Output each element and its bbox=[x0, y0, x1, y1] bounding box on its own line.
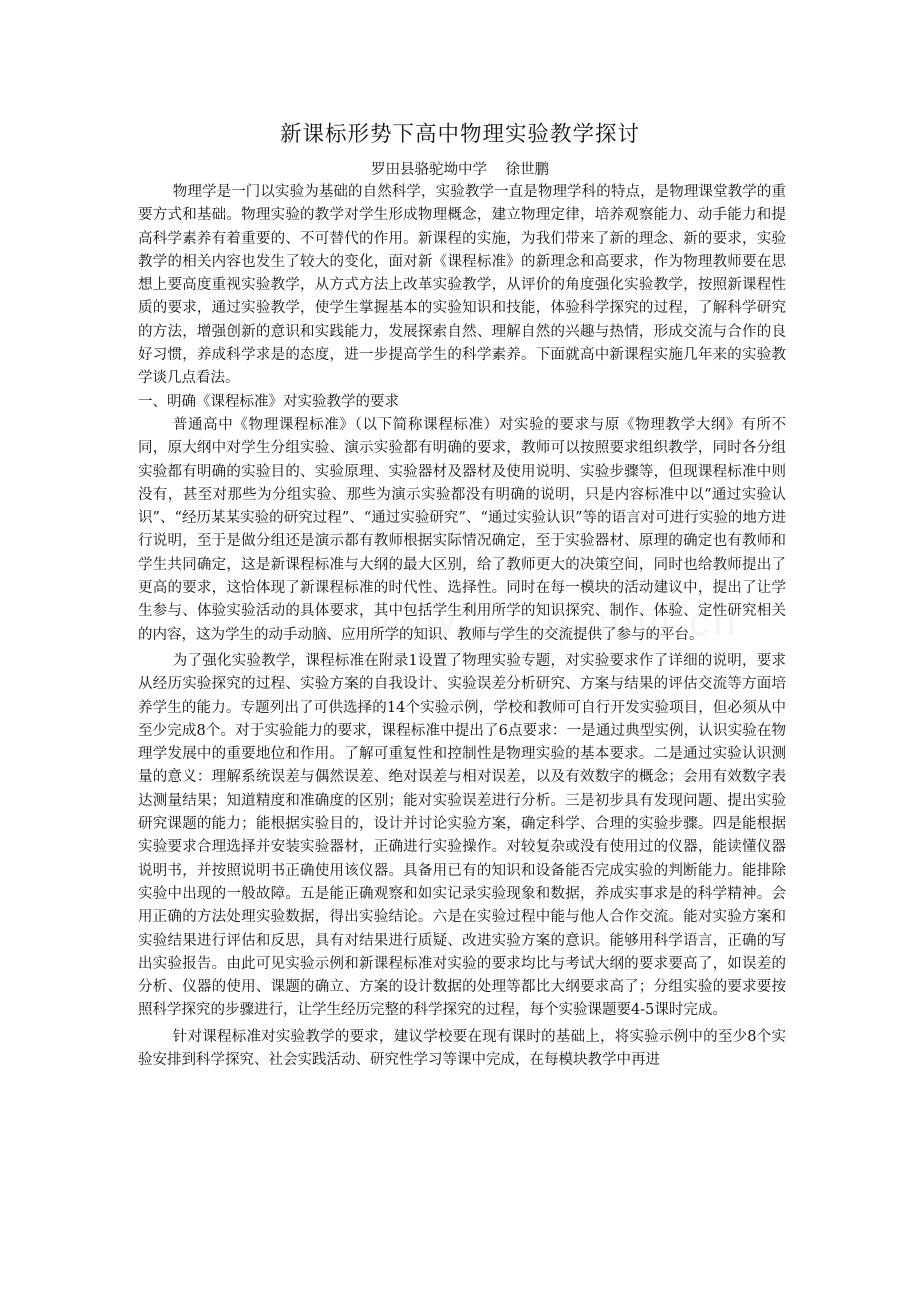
paragraph-appendix: 为了强化实验教学，课程标准在附录1设置了物理实验专题，对实验要求作了详细的说明，要求从经历实验探究的过程、实验方案的自我设计、实验误差分析研究、方案与结果的评估交流等方面培养学生的能力。专题列出了可供选择的14个实验示例，学校和教师可自行开发实验项目，但必须从中至少完成8个。对于实验能力的要求，课程标准中提出了6点要求：一是通过典型实例，认识实验在物理学发展中的重要地位和作用。了解可重复性和控制性是物理实验的基本要求。二是通过实验认识测量的意义：理解系统误差与偶然误差、绝对误差与相对误差，以及有效数字的概念；会用有效数字表达测量结果；知道精度和准确度的区别；能对实验误差进行分析。三是初步具有发现问题、提出实验研究课题的能力；能根据实验目的，设计并讨论实验方案，确定科学、合理的实验步骤。四是能根据实验要求合理选择并安装实验器材，正确进行实验操作。对较复杂或没有使用过的仪器，能读懂仪器说明书，并按照说明书正确使用该仪器。具备用已有的知识和设备能否完成实验的判断能力。能排除实验中出现的一般故障。五是能正确观察和如实记录实验现象和数据，养成实事求是的科学精神。会用正确的方法处理实验数据，得出实验结论。六是在实验过程中能与他人合作交流。能对实验方案和实验结果进行评估和反思，具有对结果进行质疑、改进实验方案的意识。能够用科学语言，正确的写出实验报告。由此可见实验示例和新课程标准对实验的要求均比与考试大纲的要求要高了，如误差的分析、仪器的使用、课题的确立、方案的设计数据的处理等都比大纲要求高了；分组实验的要求要按照科学探究的步骤进行，让学生经历完整的科学探究的过程，每个实验课题要4-5课时完成。 bbox=[138, 652, 786, 1019]
author-line: 罗田县骆驼坳中学 徐世鹏 bbox=[371, 162, 549, 178]
document-title: 新课标形势下高中物理实验教学探讨 bbox=[279, 122, 640, 147]
paragraph-standards: 普通高中《物理课程标准》（以下简称课程标准）对实验的要求与原《物理教学大纲》有所不同，原大纲中对学生分组实验、演示实验都有明确的要求，教师可以按照要求组织教学，同时各分组实验都有明确的实验目的、实验原理、实验器材及器材及使用说明、实验步骤等，但现课程标准中则没有，甚至对那些为分组实验、那些为演示实验都没有明确的说明，只是内容标准中以“通过实验认识”、“经历某某实验的研究过程”、“通过实验研究”、“通过实验认识”等的语言对可进行实验的地方进行说明，至于是做分组还是演示都有教师根据实际情况确定，至于实验器材、原理的确定也有教师和学生共同确定，这是新课程标准与大纲的最大区别，给了教师更大的决策空间，同时也给教师提出了更高的要求，这恰体现了新课程标准的时代性、选择性。同时在每一模块的活动建议中，提出了让学生参与、体验实验活动的具体要求，其中包括学生利用所学的知识探究、制作、体验、定性研究相关的内容，这为学生的动手动脑、应用所学的知识、教师与学生的交流提供了参与的平台。 bbox=[138, 416, 786, 643]
paragraph-recommendation: 针对课程标准对实验教学的要求，建议学校要在现有课时的基础上，将实验示例中的至少8个实验安排到科学探究、社会实践活动、研究性学习等课中完成，在每模块教学中再进 bbox=[138, 1028, 786, 1068]
section-heading-1: 一、明确《课程标准》对实验教学的要求 bbox=[138, 393, 399, 410]
watermark bbox=[360, 600, 740, 645]
paragraph-intro: 物理学是一门以实验为基础的自然科学，实验教学一直是物理学科的特点，是物理课堂教学的重要方式和基础。物理实验的教学对学生形成物理概念，建立物理定律，培养观察能力、动手能力和提高科学素养有着重要的、不可替代的作用。新课程的实施，为我们带来了新的理念、新的要求，实验教学的相关内容也发生了较大的变化，面对新《课程标准》的新理念和高要求，作为物理教师要在思想上要高度重视实验教学，从方式方法上改革实验教学，从评价的角度强化实验教学，按照新课程性质的要求，通过实验教学，使学生掌握基本的实验知识和技能，体验科学探究的过程，了解科学研究的方法，增强创新的意识和实践能力，发展探索自然、理解自然的兴趣与热情，形成交流与合作的良好习惯，养成科学求是的态度，进一步提高学生的科学素养。下面就高中新课程实施几年来的实验教学谈几点看法。 bbox=[138, 184, 786, 387]
